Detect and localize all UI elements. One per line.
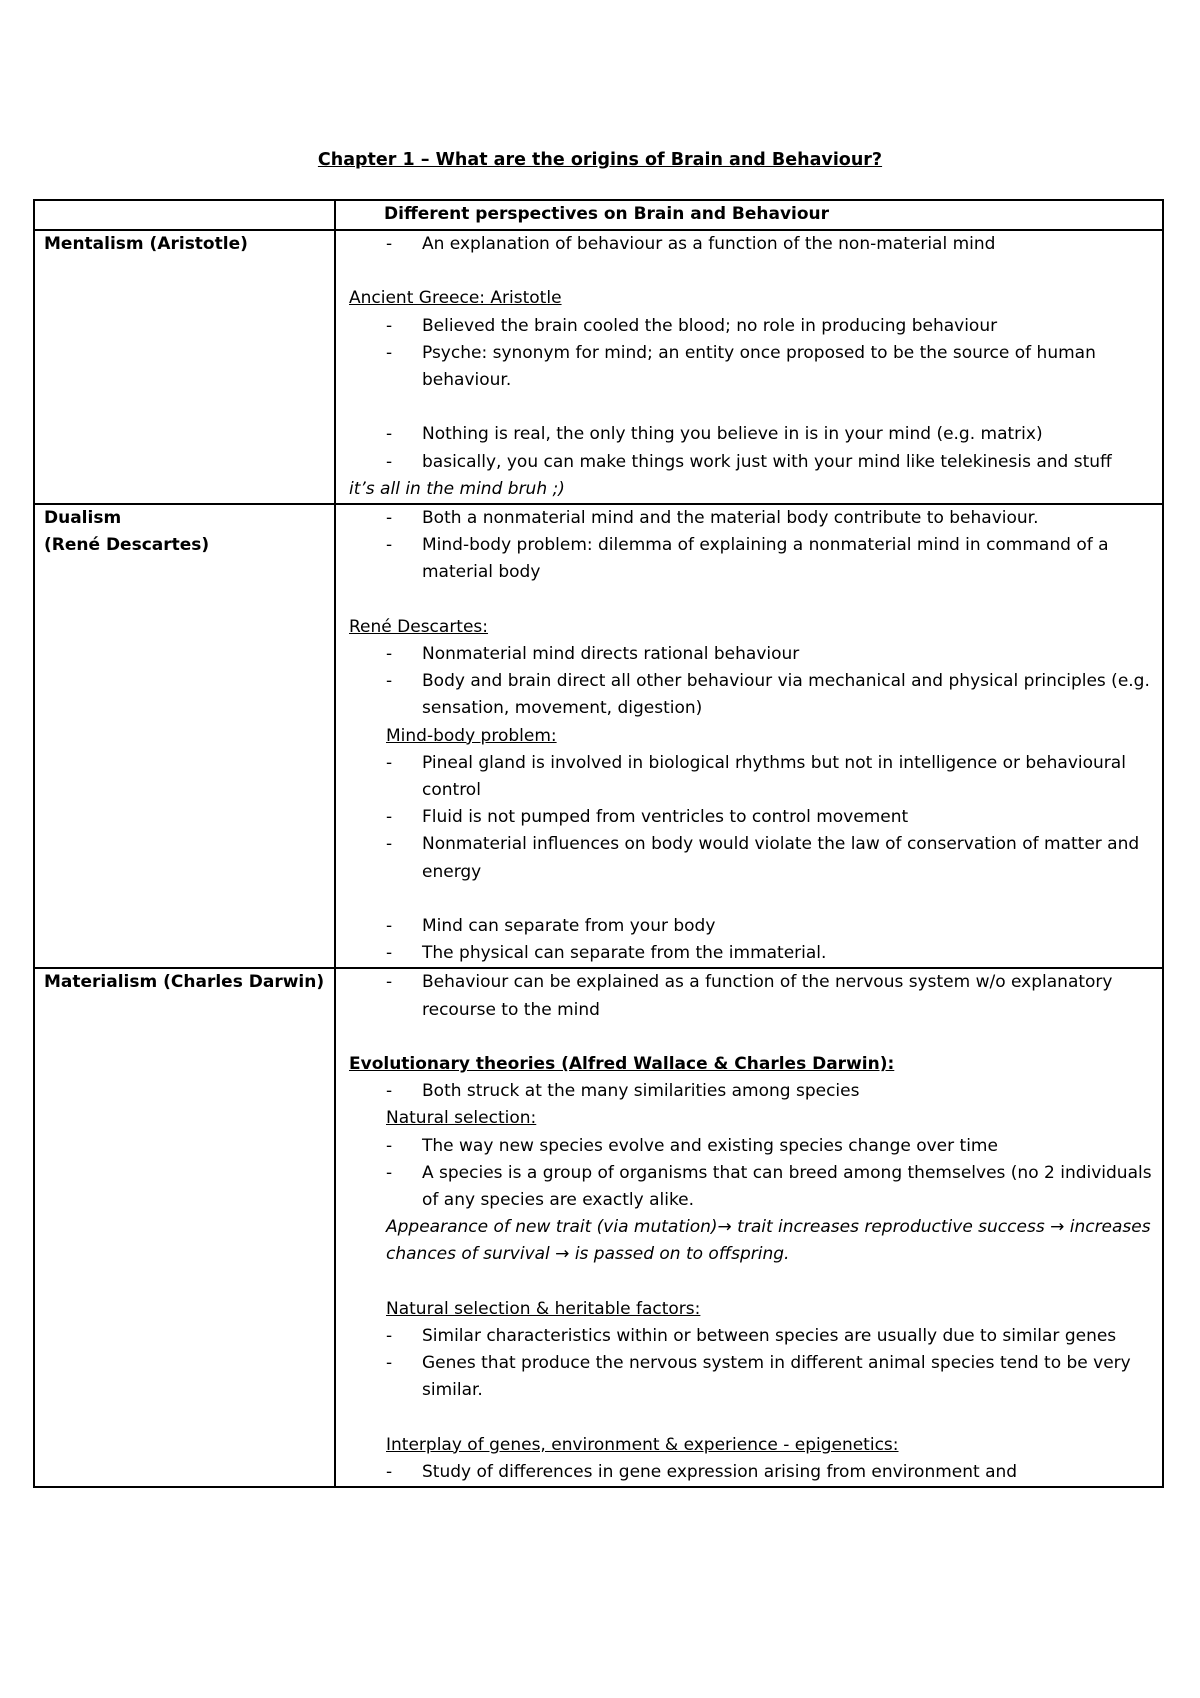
bullet-item: - A species is a group of organisms that can breed among themselves (no 2 individuals of any species are exactly alike.	[349, 1160, 1156, 1214]
table-row	[34, 230, 1163, 504]
spacer	[349, 1024, 1156, 1051]
subsection-heading	[349, 1296, 1156, 1323]
subsection-heading	[349, 1432, 1156, 1459]
perspective-label-cell	[34, 230, 335, 504]
perspective-label-cell	[34, 968, 335, 1487]
section-heading: Ancient Greece: Aristotle	[349, 288, 562, 309]
table-header-row	[34, 200, 1163, 230]
bullet-item: - Genes that produce the nervous system in different animal species tend to be very similar.	[349, 1350, 1156, 1404]
perspective-label: Mentalism (Aristotle)	[44, 234, 248, 254]
spacer	[349, 394, 1156, 421]
bullet-item: - The way new species evolve and existing species change over time	[349, 1133, 1156, 1160]
italic-note: it’s all in the mind bruh ;)	[349, 478, 565, 499]
perspective-content-cell	[335, 968, 1163, 1487]
bullet-item: - Pineal gland is involved in biological rhythms but not in intelligence or behavioural control	[349, 750, 1156, 804]
perspective-label: Dualism	[44, 508, 122, 528]
bullet-item: - Psyche: synonym for mind; an entity once proposed to be the source of human behaviour.	[349, 340, 1156, 394]
spacer	[349, 886, 1156, 913]
spacer	[349, 258, 1156, 285]
subsection-heading-text: Natural selection:	[386, 1108, 537, 1129]
spacer	[349, 1405, 1156, 1432]
bullet-item: - Body and brain direct all other behaviour via mechanical and physical principles (e.g. sensation, movement, digestion)	[349, 668, 1156, 722]
spacer	[349, 587, 1156, 614]
italic-note: Appearance of new trait (via mutation)→ trait increases reproductive success → increases chances of survival → is passed on to offspring.	[386, 1217, 1151, 1265]
spacer	[349, 1269, 1156, 1296]
table-header-empty-cell	[34, 200, 335, 230]
bullet-item: - Mind-body problem: dilemma of explaining a nonmaterial mind in command of a material body	[349, 532, 1156, 586]
perspective-label-cell	[34, 504, 335, 968]
bullet-item: - Nothing is real, the only thing you believe in is in your mind (e.g. matrix)	[349, 421, 1156, 448]
perspective-label: Materialism (Charles Darwin)	[44, 972, 325, 993]
perspective-content-cell	[335, 230, 1163, 504]
bullet-item: - Fluid is not pumped from ventricles to control movement	[349, 804, 1156, 831]
perspectives-table	[33, 199, 1164, 1488]
bullet-item: - Nonmaterial influences on body would violate the law of conservation of matter and energy	[349, 831, 1156, 885]
bullet-item: - Similar characteristics within or between species are usually due to similar genes	[349, 1323, 1156, 1350]
bullet-item: - Both a nonmaterial mind and the material body contribute to behaviour.	[349, 505, 1156, 532]
bullet-item: - Both struck at the many similarities among species	[349, 1078, 1156, 1105]
bullet-item: - An explanation of behaviour as a function of the non-material mind	[349, 231, 1156, 258]
subsection-heading-text: Mind-body problem:	[386, 725, 557, 746]
table-row	[34, 968, 1163, 1487]
page-title: Chapter 1 – What are the origins of Brain and Behaviour?	[317, 150, 883, 170]
table-row	[34, 504, 1163, 968]
subsection-heading-text: Natural selection & heritable factors:	[386, 1298, 701, 1319]
table-header-title: Different perspectives on Brain and Behaviour	[335, 200, 1163, 230]
subsection-heading-text: Interplay of genes, environment & experience - epigenetics:	[386, 1434, 899, 1455]
bullet-item: - Believed the brain cooled the blood; no role in producing behaviour	[349, 313, 1156, 340]
perspective-content-cell	[335, 504, 1163, 968]
bullet-item: - Mind can separate from your body	[349, 913, 1156, 940]
perspective-label-secondary: (René Descartes)	[44, 535, 210, 556]
bullet-item: - Study of differences in gene expression arising from environment and	[349, 1459, 1156, 1486]
bullet-item: - The physical can separate from the immaterial.	[349, 940, 1156, 967]
section-heading: Evolutionary theories (Alfred Wallace & Charles Darwin):	[349, 1054, 895, 1075]
subsection-heading	[349, 1105, 1156, 1132]
subsection-heading	[349, 723, 1156, 750]
bullet-item: - Behaviour can be explained as a function of the nervous system w/o explanatory recourse to the mind	[349, 969, 1156, 1023]
bullet-item: - basically, you can make things work just with your mind like telekinesis and stuff	[349, 449, 1156, 476]
bullet-item: - Nonmaterial mind directs rational behaviour	[349, 641, 1156, 668]
section-heading: René Descartes:	[349, 616, 489, 637]
